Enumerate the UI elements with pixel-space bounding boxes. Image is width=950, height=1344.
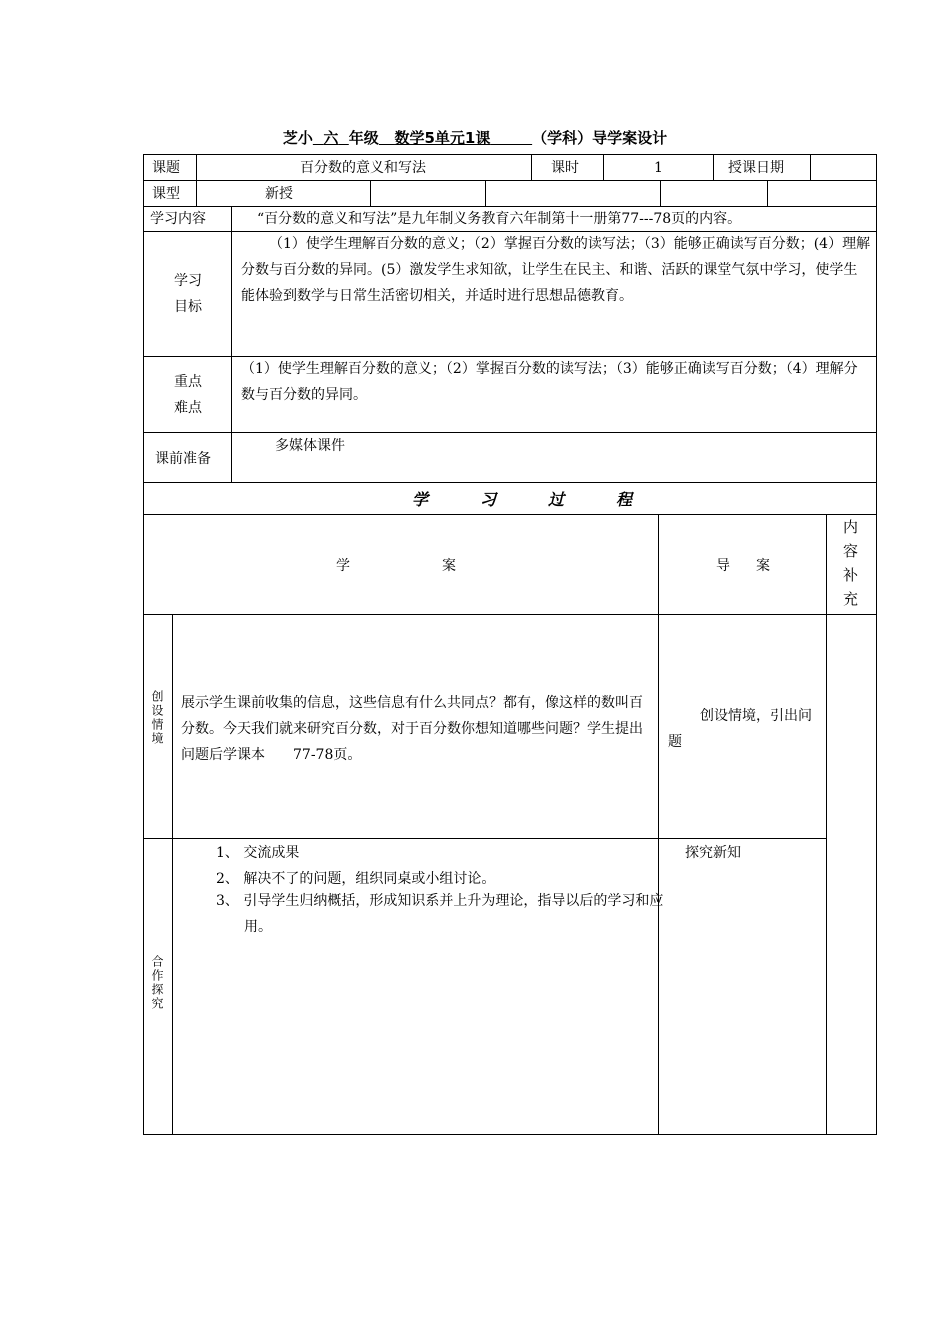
content-label: 学习内容 (150, 211, 206, 227)
subject-value: 数学5单元1课 (394, 129, 491, 147)
key-label-2: 难点 (174, 400, 202, 416)
col-guide-header: 导案 (716, 558, 796, 574)
key-value: （1）使学生理解百分数的意义；（2）掌握百分数的读写法；（3）能够正确读写百分数；（4）理解分数与百分数的异同。 (241, 361, 858, 403)
content-value: “百分数的意义和写法”是九年制义务教育六年制第十一册第77---78页的内容。 (257, 211, 742, 227)
prep-value: 多媒体课件 (275, 438, 345, 454)
hours-value: 1 (654, 160, 663, 176)
goals-label-2: 目标 (174, 299, 202, 315)
subject-suffix: （学科）导学案设计 (532, 129, 668, 147)
topic-value: 百分数的意义和写法 (300, 160, 426, 176)
prep-label: 课前准备 (155, 451, 211, 467)
row1-study: 展示学生课前收集的信息，这些信息有什么共同点？都有，像这样的数叫百分数。今天我们就来研究百分数，对于百分数你想知道哪些问题？学生提出问题后学课本 77-78页。 (181, 695, 643, 763)
row2-item-1: 1、 交流成果 (216, 845, 300, 861)
row2-item-3: 3、 引导学生归纳概括，形成知识系并上升为理论，指导以后的学习和应用。 (216, 893, 664, 935)
row1-guide: 创设情境，引出问题 (668, 708, 812, 750)
type-label: 课型 (152, 186, 180, 202)
grade-suffix: 年级 (348, 129, 379, 147)
hours-label: 课时 (551, 160, 579, 176)
col-study-header: 学案 (336, 558, 548, 574)
school-name: 芝小 (282, 129, 313, 147)
date-label: 授课日期 (728, 160, 784, 176)
topic-label: 课题 (152, 160, 180, 176)
goals-value: （1）使学生理解百分数的意义；（2）掌握百分数的读写法；（3）能够正确读写百分数；(4）理解分数与百分数的异同。(5）激发学生求知欲，让学生在民主、和谐、活跃的课堂气氛中学习，使学生能体验到数学与日常生活密切相关，并适时进行思想品德教育。 (241, 236, 871, 304)
row1-side-label: 创设情境 (150, 690, 164, 746)
type-value: 新授 (265, 186, 293, 202)
goals-label-1: 学习 (174, 273, 202, 289)
grade-value: 六 (323, 129, 339, 147)
key-label-1: 重点 (174, 374, 202, 390)
page-title (0, 127, 950, 148)
row2-guide: 探究新知 (685, 845, 741, 861)
col-supplement-header: 内容补充 (843, 518, 859, 608)
row2-item-2: 2、 解决不了的问题，组织同桌或小组讨论。 (216, 871, 496, 887)
process-heading: 学习过程 (412, 490, 685, 509)
row2-side-label: 合作探究 (150, 955, 164, 1011)
